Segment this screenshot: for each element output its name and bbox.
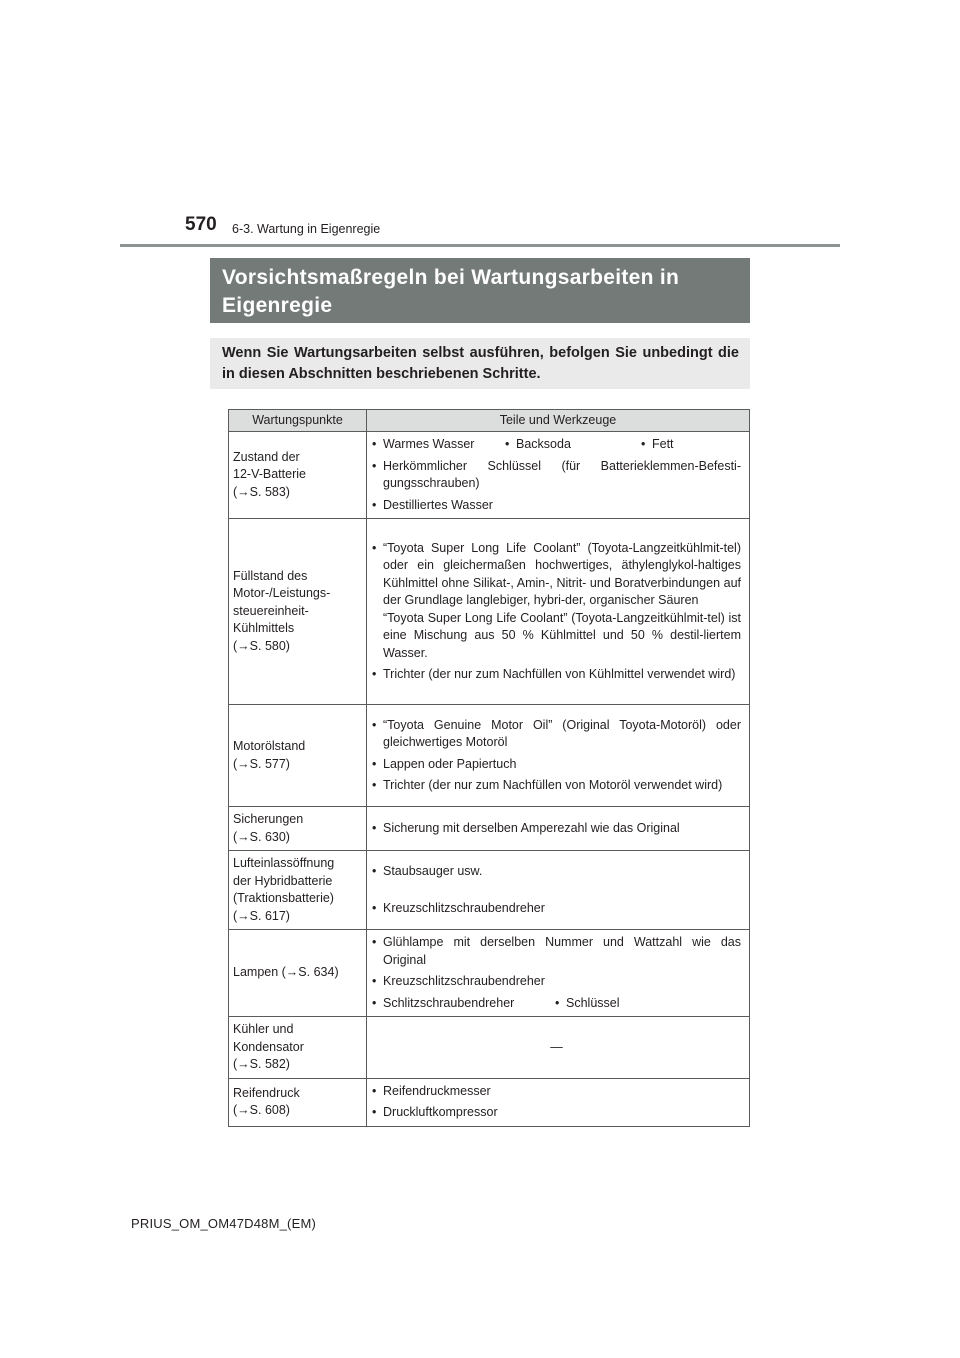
tool-item: • Trichter (der nur zum Nachfüllen von Kühlmittel verwendet wird) [372, 666, 741, 684]
maintenance-item [229, 705, 367, 807]
table-row [229, 807, 750, 851]
header-maintenance-points: Wartungspunkte [229, 410, 367, 432]
tool-item: • Kreuzschlitzschraubendreher [372, 973, 741, 991]
tool-item: • Destilliertes Wasser [372, 497, 741, 515]
item-label: Zustand der 12-V-Batterie (→S. 583) [233, 449, 306, 499]
table-row [229, 432, 750, 519]
tools-cell [367, 807, 750, 851]
table-header-row [229, 410, 750, 432]
table-row [229, 1017, 750, 1079]
item-label: Füllstand des Motor-/Leistungs- steuereinheit- Kühlmittels (→S. 580) [233, 568, 331, 653]
tool-item: • Schlüssel [555, 995, 620, 1013]
tool-note: “Toyota Super Long Life Coolant” (Toyota-Langzeitkühlmit-tel) ist eine Mischung aus 50 % Kühlmittel und 50 % destil-liertem Wasser. [383, 610, 741, 660]
tools-cell [367, 1078, 750, 1126]
tool-item: • Schlitzschraubendreher [372, 995, 555, 1013]
section-title: Vorsichtsmaßregeln bei Wartungsarbeiten in Eigenregie [210, 258, 750, 323]
table-row [229, 851, 750, 930]
tool-item: • Herkömmlicher Schlüssel (für Batterieklemmen-Befesti-gungsschrauben) [372, 458, 741, 493]
table-row [229, 705, 750, 807]
page-number: 570 [185, 214, 217, 235]
maintenance-item [229, 930, 367, 1017]
tool-item: • Staubsauger usw. [372, 863, 741, 881]
table-row [229, 519, 750, 705]
table-row [229, 930, 750, 1017]
tools-cell [367, 705, 750, 807]
header-parts-tools: Teile und Werkzeuge [367, 410, 750, 432]
maintenance-item [229, 519, 367, 705]
maintenance-table [228, 409, 750, 1127]
tool-item: • Reifendruckmesser [372, 1083, 741, 1101]
maintenance-item [229, 807, 367, 851]
item-label: Sicherungen (→S. 630) [233, 812, 304, 844]
tool-item: • Glühlampe mit derselben Nummer und Wattzahl wie das Original [372, 934, 741, 969]
table-row [229, 1078, 750, 1126]
item-label: Reifendruck (→S. 608) [233, 1085, 300, 1117]
tool-item: • Kreuzschlitzschraubendreher [372, 900, 741, 918]
tools-cell [367, 851, 750, 930]
item-label: Lampen (→S. 634) [233, 965, 339, 980]
tools-cell [367, 519, 750, 705]
header-rule [120, 244, 840, 247]
maintenance-item [229, 432, 367, 519]
tool-item: • “Toyota Genuine Motor Oil” (Original Toyota-Motoröl) oder gleichwertiges Motoröl [372, 717, 741, 752]
tool-item: • Backsoda [505, 436, 641, 454]
maintenance-item [229, 1017, 367, 1079]
item-label: Motorölstand (→S. 577) [233, 739, 306, 771]
maintenance-item [229, 851, 367, 930]
item-label: Lufteinlassöffnung der Hybridbatterie (Traktionsbatterie) (→S. 617) [233, 856, 335, 923]
document-code: PRIUS_OM_OM47D48M_(EM) [131, 1216, 316, 1231]
tools-cell [367, 930, 750, 1017]
tools-inline-group [372, 436, 741, 454]
tools-inline-group [372, 995, 741, 1013]
tool-item: • Druckluftkompressor [372, 1104, 741, 1122]
item-label: Kühler und Kondensator (→S. 582) [233, 1022, 304, 1071]
section-label: 6-3. Wartung in Eigenregie [232, 222, 381, 236]
intro-text: Wenn Sie Wartungsarbeiten selbst ausführen, befolgen Sie unbedingt die in diesen Abschnitten beschriebenen Schritte. [210, 338, 750, 389]
tool-item: • “Toyota Super Long Life Coolant” (Toyota-Langzeitkühlmit-tel) oder ein gleichermaßen hochwertiges, äthylenglykol-haltiges Kühlmittel ohne Silikat-, Amin-, Nitrit- und Boratverbindungen auf der Grundlage langlebiger, hybri-der, organischer Säuren [372, 540, 741, 610]
tool-item: • Trichter (der nur zum Nachfüllen von Motoröl verwendet wird) [372, 777, 741, 795]
tool-item: • Fett [641, 436, 674, 454]
maintenance-item [229, 1078, 367, 1126]
tool-item: • Warmes Wasser [372, 436, 505, 454]
tools-cell-empty: — [367, 1017, 750, 1079]
tool-item: • Lappen oder Papiertuch [372, 756, 741, 774]
tools-cell [367, 432, 750, 519]
tool-item: • Sicherung mit derselben Amperezahl wie das Original [372, 820, 741, 838]
